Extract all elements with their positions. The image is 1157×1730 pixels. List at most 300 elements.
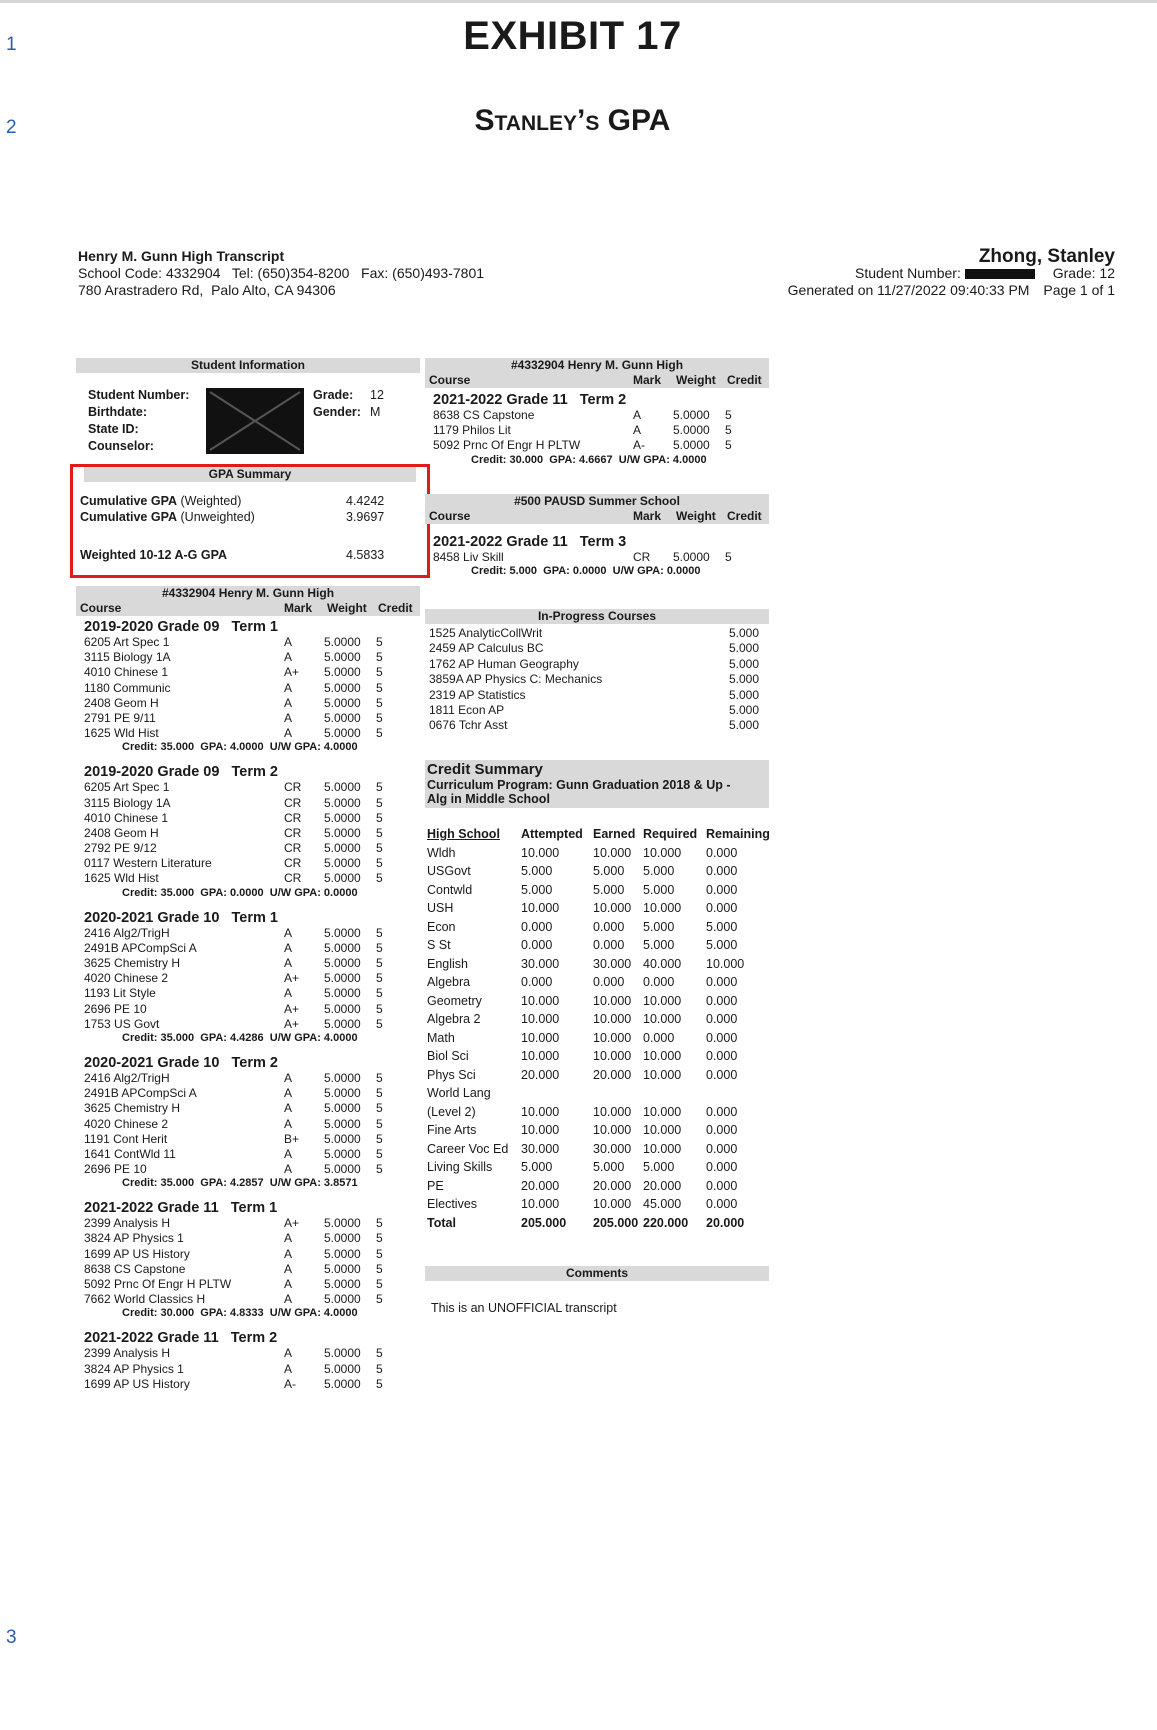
right-school-title: #4332904 Henry M. Gunn High xyxy=(510,358,684,372)
course-credit: 5 xyxy=(376,925,383,940)
course-credit: 5 xyxy=(376,1131,383,1146)
line-number: 3 xyxy=(6,1627,17,1648)
course-name: 1641 ContWld 11 xyxy=(84,1146,176,1161)
course-credit: 5 xyxy=(376,871,383,886)
course-weight: 5.0000 xyxy=(324,925,361,940)
gpa-label: Weighted 10-12 A-G GPA xyxy=(80,548,228,562)
course-mark: B+ xyxy=(284,1131,300,1146)
course-weight: 5.0000 xyxy=(324,1162,361,1177)
credit-value: 30.000 xyxy=(521,1141,560,1156)
course-credit: 5 xyxy=(725,423,732,438)
summer-school-section xyxy=(425,494,769,588)
course-mark: A xyxy=(284,1292,293,1307)
course-credit: 5 xyxy=(376,956,383,970)
course-name: 3625 Chemistry H xyxy=(84,1101,181,1116)
course-mark: A+ xyxy=(284,1016,300,1031)
credit-value: 5.000 xyxy=(593,864,625,878)
term-title: 2021-2022 Grade 11 Term 2 xyxy=(433,392,627,408)
course-name: 5092 Prnc Of Engr H PLTW xyxy=(84,1277,232,1291)
in-progress-row xyxy=(429,626,769,641)
credit-area: Biol Sci xyxy=(427,1049,469,1063)
in-progress-course: 1811 Econ AP xyxy=(429,702,505,717)
course-credit: 5 xyxy=(376,695,383,710)
credit-value: 30.000 xyxy=(593,1141,632,1156)
course-credit: 5 xyxy=(725,408,732,422)
course-row xyxy=(84,1346,420,1361)
course-credit: 5 xyxy=(376,971,383,986)
course-weight: 5.0000 xyxy=(324,1131,361,1146)
summer-school-header xyxy=(425,494,769,524)
in-progress-course: 2459 AP Calculus BC xyxy=(429,641,544,656)
course-row xyxy=(84,796,420,811)
gpa-unweighted-row xyxy=(80,510,255,524)
course-name: 7662 World Classics H xyxy=(84,1292,206,1307)
credit-area: (Level 2) xyxy=(427,1104,476,1119)
course-credit: 5 xyxy=(376,1116,383,1131)
in-progress-course: 1762 AP Human Geography xyxy=(429,656,579,671)
student-number-label: Student Number: xyxy=(88,388,190,402)
in-progress-credit: 5.000 xyxy=(729,702,760,717)
course-credit: 5 xyxy=(376,1001,383,1016)
col-credit: Credit xyxy=(378,601,413,615)
in-progress-course: 1525 AnalyticCollWrit xyxy=(429,626,543,640)
credit-summary-header-row xyxy=(425,825,769,844)
credit-value: 10.000 xyxy=(593,845,632,860)
credit-value: 0.000 xyxy=(706,1160,738,1174)
course-weight: 5.0000 xyxy=(324,1376,361,1391)
col-weight: Weight xyxy=(327,601,367,615)
credit-value: 5.000 xyxy=(521,1160,553,1174)
course-mark: A xyxy=(284,1116,293,1131)
course-mark: A xyxy=(284,1246,293,1261)
document-title: Stanley’s GPA xyxy=(474,104,671,137)
course-credit: 5 xyxy=(376,795,383,810)
credit-summary-row xyxy=(425,1121,769,1140)
col-course: Course xyxy=(429,373,471,387)
course-mark: A- xyxy=(284,1376,296,1391)
col-weight: Weight xyxy=(676,509,716,523)
course-credit: 5 xyxy=(376,650,383,665)
credit-value: 0.000 xyxy=(706,1104,738,1119)
credit-value: 0.000 xyxy=(706,882,738,897)
term-block xyxy=(84,1055,420,1189)
left-terms xyxy=(76,616,420,1392)
credit-value: 10.000 xyxy=(521,845,560,860)
curriculum-line-2: Alg in Middle School xyxy=(427,792,550,806)
course-weight: 5.0000 xyxy=(324,1361,361,1376)
state-id-label: State ID: xyxy=(88,422,139,436)
course-name: 2696 PE 10 xyxy=(84,1162,147,1177)
credit-summary-row xyxy=(425,992,769,1011)
credit-value: 10.000 xyxy=(521,1104,560,1119)
credit-summary-row xyxy=(425,862,769,881)
course-name: 2791 PE 9/11 xyxy=(84,710,156,725)
counselor-label: Counselor: xyxy=(88,439,154,453)
course-weight: 5.0000 xyxy=(324,940,361,955)
course-row xyxy=(84,1231,420,1246)
credit-value: 10.000 xyxy=(706,956,745,971)
credit-value: 0.000 xyxy=(593,938,625,952)
course-row xyxy=(84,841,420,856)
course-row xyxy=(433,438,769,453)
course-mark: A xyxy=(284,956,293,970)
credit-value: 10.000 xyxy=(643,845,682,860)
credit-value: 10.000 xyxy=(593,993,632,1008)
course-weight: 5.0000 xyxy=(324,1146,361,1161)
course-weight: 5.0000 xyxy=(324,635,361,649)
course-row xyxy=(84,1117,420,1132)
credit-value: 0.000 xyxy=(521,938,553,952)
in-progress-header: In-Progress Courses xyxy=(425,609,769,624)
course-row xyxy=(84,1377,420,1392)
credit-summary-row xyxy=(425,1084,769,1103)
right-school-header xyxy=(425,358,769,388)
school-header xyxy=(78,248,484,299)
col-mark: Mark xyxy=(284,601,313,615)
summer-term xyxy=(425,524,769,577)
course-name: 3115 Biology 1A xyxy=(84,650,171,665)
course-row xyxy=(84,1162,420,1177)
credit-area: USH xyxy=(427,901,454,915)
course-weight: 5.0000 xyxy=(324,650,361,665)
course-credit: 5 xyxy=(376,825,383,840)
credit-summary-col-header: Attempted xyxy=(521,827,583,841)
course-credit: 5 xyxy=(376,1086,383,1101)
course-name: 2416 Alg2/TrigH xyxy=(84,925,170,940)
credit-value: 30.000 xyxy=(593,956,632,971)
course-weight: 5.0000 xyxy=(324,1116,361,1131)
course-credit: 5 xyxy=(376,780,383,795)
course-row xyxy=(84,665,420,680)
col-credit: Credit xyxy=(727,509,762,523)
credit-value: 10.000 xyxy=(593,1104,632,1119)
course-mark: A+ xyxy=(284,971,300,986)
course-name: 3625 Chemistry H xyxy=(84,956,181,970)
credit-area: S St xyxy=(427,938,451,952)
credit-value: 0.000 xyxy=(521,975,553,989)
term-block xyxy=(84,1200,420,1319)
student-header xyxy=(788,248,1115,299)
credit-value: 10.000 xyxy=(643,1123,682,1137)
gpa-label: Cumulative GPA xyxy=(80,494,178,508)
term-credit-summary: Credit: 35.000 GPA: 4.4286 U/W GPA: 4.0000 xyxy=(122,1031,358,1044)
credit-value: 220.000 xyxy=(643,1215,689,1230)
credit-value: 10.000 xyxy=(643,993,682,1008)
redaction-bar xyxy=(965,269,1035,279)
credit-summary-col-header: Remaining xyxy=(706,827,770,841)
credit-value: 205.000 xyxy=(521,1215,567,1230)
course-row xyxy=(84,811,420,826)
course-mark: CR xyxy=(284,825,302,840)
course-mark: A xyxy=(284,1277,293,1291)
credit-value: 10.000 xyxy=(593,1012,632,1026)
course-weight: 5.0000 xyxy=(324,665,361,680)
credit-value: 0.000 xyxy=(706,993,738,1008)
course-row xyxy=(84,681,420,696)
course-mark: A xyxy=(284,986,293,1001)
course-name: 2792 PE 9/12 xyxy=(84,841,157,856)
term-credit-summary: Credit: 35.000 GPA: 4.2857 U/W GPA: 3.8571 xyxy=(122,1177,358,1190)
right-school-section xyxy=(425,358,769,477)
course-row xyxy=(84,956,420,971)
summer-school-title: #500 PAUSD Summer School xyxy=(514,494,680,508)
course-name: 0117 Western Literature xyxy=(84,856,212,871)
credit-value: 5.000 xyxy=(706,938,738,952)
credit-summary-row xyxy=(425,1010,769,1029)
credit-value: 10.000 xyxy=(643,1012,682,1026)
course-credit: 5 xyxy=(376,726,383,741)
course-row xyxy=(84,1132,420,1147)
course-name: 2491B APCompSci A xyxy=(84,940,197,955)
course-name: 1699 AP US History xyxy=(84,1246,190,1261)
course-name: 1179 Philos Lit xyxy=(433,423,511,438)
course-row xyxy=(84,941,420,956)
course-mark: A xyxy=(633,408,642,422)
course-mark: CR xyxy=(284,871,302,886)
credit-area: World Lang xyxy=(427,1086,491,1100)
course-weight: 5.0000 xyxy=(673,550,710,564)
credit-area: Algebra xyxy=(427,975,471,989)
course-row xyxy=(84,1002,420,1017)
course-mark: CR xyxy=(284,780,302,795)
course-weight: 5.0000 xyxy=(324,1231,361,1246)
credit-value: 205.000 xyxy=(593,1215,639,1230)
course-mark: A xyxy=(284,650,293,665)
credit-value: 0.000 xyxy=(706,845,738,860)
course-row xyxy=(84,1101,420,1116)
gender-value: M xyxy=(370,405,381,419)
gpa-qualifier: (Weighted) xyxy=(180,494,242,508)
credit-value: 0.000 xyxy=(706,864,738,878)
course-name: 4010 Chinese 1 xyxy=(84,665,169,680)
credit-summary-row xyxy=(425,918,769,937)
course-credit: 5 xyxy=(376,1361,383,1376)
credit-summary-row xyxy=(425,1214,769,1233)
course-credit: 5 xyxy=(376,810,383,825)
course-credit: 5 xyxy=(376,1216,383,1231)
course-mark: A xyxy=(284,1101,293,1116)
gender-label: Gender: xyxy=(313,405,361,419)
credit-value: 20.000 xyxy=(706,1215,745,1230)
credit-value: 20.000 xyxy=(593,1067,632,1082)
course-mark: A xyxy=(284,1162,293,1177)
course-weight: 5.0000 xyxy=(324,1086,361,1101)
credit-area: Phys Sci xyxy=(427,1067,476,1082)
credit-value: 10.000 xyxy=(521,1012,560,1026)
credit-summary-row xyxy=(425,1140,769,1159)
line-number: 1 xyxy=(6,34,17,55)
course-weight: 5.0000 xyxy=(324,1101,361,1116)
col-course: Course xyxy=(80,601,122,615)
course-row xyxy=(433,408,769,423)
credit-value: 0.000 xyxy=(706,901,738,915)
credit-value: 10.000 xyxy=(643,901,682,915)
column-headers xyxy=(425,509,769,523)
credit-value: 0.000 xyxy=(643,975,675,989)
term-block xyxy=(84,764,420,898)
credit-value: 0.000 xyxy=(706,1067,738,1082)
course-mark: A xyxy=(633,423,642,438)
generated-line xyxy=(788,282,1115,299)
course-credit: 5 xyxy=(376,1016,383,1031)
course-name: 1625 Wld Hist xyxy=(84,871,159,886)
credit-value: 0.000 xyxy=(593,975,625,989)
term-credit-summary: Credit: 30.000 GPA: 4.6667 U/W GPA: 4.0000 xyxy=(471,453,707,466)
course-mark: CR xyxy=(284,841,302,856)
credit-value: 20.000 xyxy=(643,1178,682,1193)
student-info-header: Student Information xyxy=(76,358,420,373)
exhibit-title: EXHIBIT 17 xyxy=(463,14,682,58)
course-credit: 5 xyxy=(376,635,383,649)
course-credit: 5 xyxy=(376,1162,383,1177)
course-name: 1625 Wld Hist xyxy=(84,726,159,741)
course-name: 8458 Liv Skill xyxy=(433,550,504,564)
credit-value: 10.000 xyxy=(593,901,632,915)
page-count: Page 1 of 1 xyxy=(1043,282,1115,298)
redacted-photo xyxy=(206,388,304,454)
credit-value: 10.000 xyxy=(593,1197,632,1211)
course-mark: A xyxy=(284,726,293,741)
credit-value: 10.000 xyxy=(521,1197,560,1211)
course-credit: 5 xyxy=(376,1246,383,1261)
course-row xyxy=(84,696,420,711)
course-row xyxy=(84,635,420,650)
credit-value: 5.000 xyxy=(521,882,553,897)
credit-value: 10.000 xyxy=(593,1030,632,1045)
in-progress-row xyxy=(429,672,769,687)
credit-value: 0.000 xyxy=(643,1030,675,1045)
course-row xyxy=(84,1262,420,1277)
credit-summary-row xyxy=(425,973,769,992)
gpa-label: Cumulative GPA xyxy=(80,510,178,524)
comments-header: Comments xyxy=(425,1266,769,1281)
term-block xyxy=(84,910,420,1044)
credit-area: Career Voc Ed xyxy=(427,1141,509,1156)
column-headers xyxy=(425,373,769,387)
course-row xyxy=(84,856,420,871)
term-title: 2021-2022 Grade 11 Term 2 xyxy=(84,1330,278,1347)
course-name: 6205 Art Spec 1 xyxy=(84,635,170,649)
course-name: 5092 Prnc Of Engr H PLTW xyxy=(433,438,581,453)
in-progress-credit: 5.000 xyxy=(729,656,760,671)
course-name: 6205 Art Spec 1 xyxy=(84,780,170,795)
course-credit: 5 xyxy=(376,665,383,680)
course-weight: 5.0000 xyxy=(324,795,361,810)
in-progress-row xyxy=(429,657,769,672)
in-progress-row xyxy=(429,641,769,656)
gpa-ag-value: 4.5833 xyxy=(346,548,385,562)
course-name: 1191 Cont Herit xyxy=(84,1131,168,1146)
course-weight: 5.0000 xyxy=(324,710,361,725)
credit-value: 10.000 xyxy=(521,1030,560,1045)
course-row xyxy=(84,1292,420,1307)
credit-value: 0.000 xyxy=(706,975,738,989)
term-title: 2020-2021 Grade 10 Term 2 xyxy=(84,1054,278,1071)
term-block xyxy=(433,534,769,577)
credit-value: 5.000 xyxy=(643,938,675,952)
left-school-title: #4332904 Henry M. Gunn High xyxy=(161,586,335,600)
course-weight: 5.0000 xyxy=(324,1016,361,1031)
credit-summary-row xyxy=(425,1029,769,1048)
course-name: 2408 Geom H xyxy=(84,825,159,840)
term-block xyxy=(84,1330,420,1392)
course-mark: A xyxy=(284,1361,293,1376)
course-row xyxy=(84,1086,420,1101)
in-progress-row xyxy=(429,718,769,733)
course-row xyxy=(84,711,420,726)
course-weight: 5.0000 xyxy=(673,423,710,438)
course-name: 1193 Lit Style xyxy=(84,986,156,1001)
term-title: 2020-2021 Grade 10 Term 1 xyxy=(84,909,278,926)
credit-value: 5.000 xyxy=(593,1160,625,1174)
grade-value: 12 xyxy=(370,388,384,402)
course-weight: 5.0000 xyxy=(324,856,361,871)
course-credit: 5 xyxy=(376,710,383,725)
school-name: Henry M. Gunn High Transcript xyxy=(78,248,285,264)
course-mark: A xyxy=(284,925,293,940)
term-credit-summary: Credit: 5.000 GPA: 0.0000 U/W GPA: 0.0000 xyxy=(471,565,701,578)
term-block xyxy=(84,619,420,753)
course-row xyxy=(84,1017,420,1032)
course-mark: A xyxy=(284,1261,293,1276)
in-progress-row xyxy=(429,688,769,703)
top-border xyxy=(0,0,1157,3)
comments-section xyxy=(425,1266,769,1315)
in-progress-course: 3859A AP Physics C: Mechanics xyxy=(429,672,603,687)
credit-value: 0.000 xyxy=(593,919,625,934)
course-weight: 5.0000 xyxy=(324,986,361,1001)
course-mark: A xyxy=(284,680,293,695)
gpa-ag-row xyxy=(80,548,227,562)
term-block xyxy=(433,392,769,466)
credit-summary-row xyxy=(425,899,769,918)
col-weight: Weight xyxy=(676,373,716,387)
course-row xyxy=(84,726,420,741)
credit-summary-table xyxy=(425,825,769,1232)
course-weight: 5.0000 xyxy=(324,1346,361,1361)
course-weight: 5.0000 xyxy=(324,871,361,886)
credit-value: 0.000 xyxy=(706,1141,738,1156)
credit-summary-section xyxy=(425,760,769,1232)
student-grade: Grade: 12 xyxy=(1052,265,1115,281)
course-row xyxy=(84,826,420,841)
credit-area: Algebra 2 xyxy=(427,1012,481,1026)
course-mark: A xyxy=(284,695,293,710)
course-row xyxy=(84,780,420,795)
column-headers xyxy=(76,601,420,615)
course-credit: 5 xyxy=(376,1376,383,1391)
course-row xyxy=(84,1216,420,1231)
course-mark: A xyxy=(284,1086,293,1101)
course-weight: 5.0000 xyxy=(324,1261,361,1276)
course-mark: A xyxy=(284,1346,293,1361)
course-credit: 5 xyxy=(376,841,383,856)
course-weight: 5.0000 xyxy=(673,438,710,453)
course-mark: A xyxy=(284,1146,293,1161)
course-mark: A xyxy=(284,940,293,955)
course-credit: 5 xyxy=(376,1277,383,1291)
course-name: 1180 Communic xyxy=(84,680,171,695)
student-name: Zhong, Stanley xyxy=(978,246,1115,267)
credit-area: Wldh xyxy=(427,845,456,860)
course-weight: 5.0000 xyxy=(324,1292,361,1307)
credit-summary-title: Credit Summary xyxy=(427,761,543,778)
course-credit: 5 xyxy=(376,1292,383,1307)
credit-value: 0.000 xyxy=(706,1030,738,1045)
credit-value: 5.000 xyxy=(643,1160,675,1174)
course-weight: 5.0000 xyxy=(673,408,710,422)
credit-value: 45.000 xyxy=(643,1197,682,1211)
